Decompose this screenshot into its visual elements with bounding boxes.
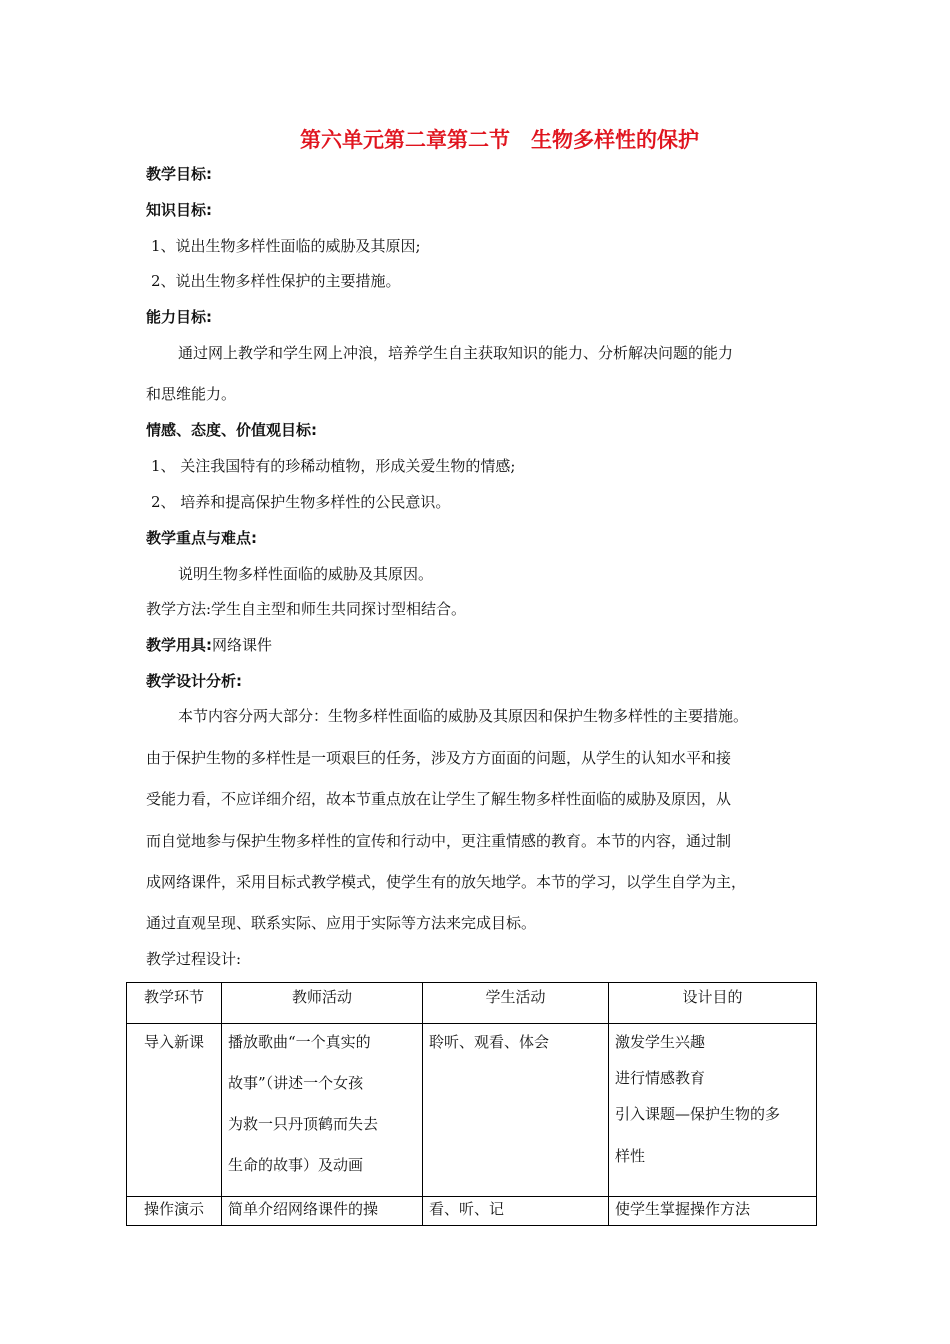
- process-table: [126, 982, 817, 1226]
- design-line: 成网络课件，采用目标式教学模式，使学生有的放矢地学。本节的学习，以学生自学为主，: [146, 873, 747, 891]
- ability-heading: 能力目标:: [146, 308, 212, 326]
- cell-teacher: 简单介绍网络课件的操: [222, 1197, 423, 1226]
- keypoint-heading: 教学重点与难点:: [146, 529, 257, 547]
- cell-student: 看、听、记: [423, 1197, 609, 1226]
- header-stage: 教学环节: [127, 983, 222, 1024]
- cell-stage: 导入新课: [127, 1024, 222, 1197]
- ability-text: 和思维能力。: [146, 385, 237, 403]
- cell-line: 生命的故事）及动画: [228, 1156, 364, 1174]
- tools-value: 网络课件: [212, 636, 273, 654]
- document-title: 第六单元第二章第二节 生物多样性的保护: [300, 128, 699, 152]
- tools-label: 教学用具:: [146, 636, 212, 654]
- goals-heading: 教学目标:: [146, 165, 212, 183]
- design-line: 本节内容分两大部分：生物多样性面临的威胁及其原因和保护生物多样性的主要措施。: [178, 707, 749, 725]
- process-heading: 教学过程设计:: [146, 950, 242, 968]
- ability-text: 通过网上教学和学生网上冲浪，培养学生自主获取知识的能力、分析解决问题的能力: [178, 344, 734, 362]
- table-row: [127, 1197, 817, 1226]
- cell-stage: 操作演示: [127, 1197, 222, 1226]
- cell-aim: [609, 1024, 817, 1197]
- method-line: 教学方法:学生自主型和师生共同探讨型相结合。: [146, 600, 467, 618]
- header-teacher: 教师活动: [222, 983, 423, 1024]
- design-heading: 教学设计分析:: [146, 672, 242, 690]
- tools-line: [146, 635, 272, 655]
- cell-line: 故事”（讲述一个女孩: [228, 1074, 364, 1092]
- emotion-item: 2、 培养和提高保护生物多样性的公民意识。: [151, 493, 451, 511]
- keypoint-text: 说明生物多样性面临的威胁及其原因。: [178, 565, 434, 583]
- table-header-row: [127, 983, 817, 1024]
- cell-aim: 使学生掌握操作方法: [609, 1197, 817, 1226]
- header-student: 学生活动: [423, 983, 609, 1024]
- knowledge-item: 1、说出生物多样性面临的威胁及其原因;: [151, 237, 421, 255]
- cell-line: 进行情感教育: [615, 1069, 706, 1087]
- cell-line: 为救一只丹顶鹤而失去: [228, 1115, 379, 1133]
- cell-student: 聆听、观看、体会: [423, 1024, 609, 1197]
- emotion-item: 1、 关注我国特有的珍稀动植物，形成关爱生物的情感;: [151, 457, 516, 475]
- knowledge-heading: 知识目标:: [146, 201, 212, 219]
- table-row: [127, 1024, 817, 1197]
- cell-line: 播放歌曲“一个真实的: [228, 1033, 371, 1051]
- emotion-heading: 情感、态度、价值观目标:: [146, 421, 317, 439]
- design-line: 通过直观呈现、联系实际、应用于实际等方法来完成目标。: [146, 914, 537, 932]
- design-line: 受能力看，不应详细介绍，故本节重点放在让学生了解生物多样性面临的威胁及原因，从: [146, 790, 732, 808]
- cell-line: 样性: [615, 1147, 646, 1165]
- cell-line: 引入课题—保护生物的多: [615, 1105, 781, 1123]
- cell-line: 激发学生兴趣: [615, 1033, 706, 1051]
- knowledge-item: 2、说出生物多样性保护的主要措施。: [151, 272, 401, 290]
- header-aim: 设计目的: [609, 983, 817, 1024]
- cell-teacher: [222, 1024, 423, 1197]
- design-line: 由于保护生物的多样性是一项艰巨的任务，涉及方方面面的问题，从学生的认知水平和接: [146, 749, 732, 767]
- design-line: 而自觉地参与保护生物多样性的宣传和行动中，更注重情感的教育。本节的内容，通过制: [146, 832, 732, 850]
